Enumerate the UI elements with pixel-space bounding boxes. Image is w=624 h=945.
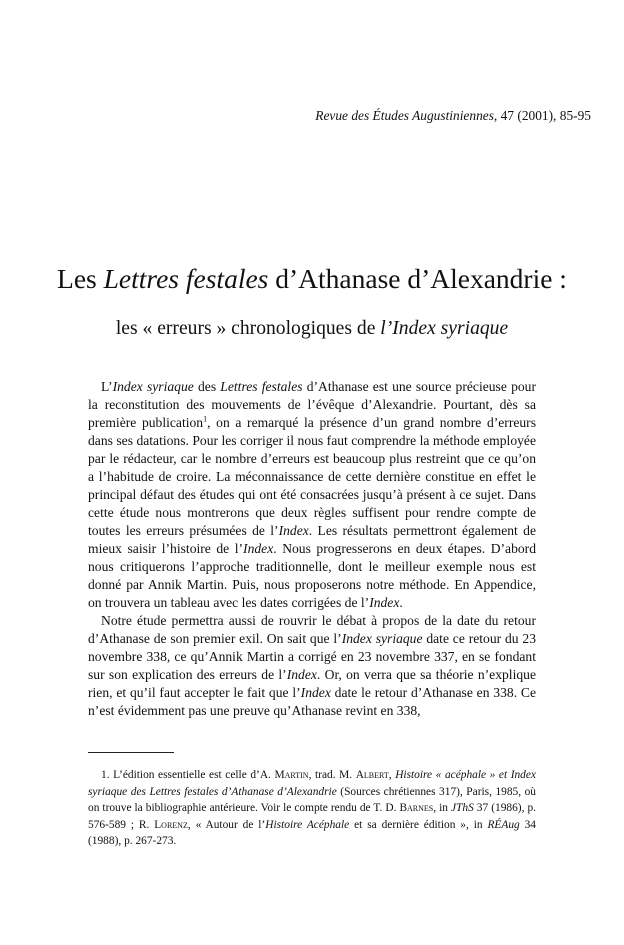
- body-text: [88, 378, 536, 720]
- text-italic: Index: [278, 523, 309, 538]
- text-italic: Index: [369, 595, 400, 610]
- text-run: L’: [101, 379, 113, 394]
- text-run: , trad. M.: [308, 769, 356, 781]
- article-subtitle: [0, 318, 624, 340]
- text-run: 34 (1988), p. 267-273.: [88, 818, 536, 847]
- text-italic: RÉAug: [487, 818, 520, 831]
- text-run: ,: [388, 769, 396, 781]
- text-run: . Nous progresserons en deux étapes. D’abord nous critiquerons l’approche traditionnelle, dont le meilleur exemple nous est donné par Annik Martin. Puis, nous proposerons notre méthode. En Appendice, on trouvera un tableau avec les dates corrigées de l’: [88, 541, 536, 610]
- text-run: Notre étude permettra aussi de rouvrir le débat à propos de la date du retour d’Athanase de son premier exil. On sait que l’: [88, 613, 536, 646]
- title-part: Les: [57, 263, 104, 294]
- text-run: des: [193, 379, 221, 394]
- text-run: , « Autour de l’: [187, 818, 266, 831]
- text-run: .: [399, 595, 403, 610]
- author-name: Albert: [355, 769, 389, 781]
- text-run: , on a remarqué la présence d’un grand nombre d’erreurs dans ses datations. Pour les corriger il nous faut comprendre la méthode employée par le rédacteur, car le nombre d’erreurs est beaucoup plus restreint que ce qu’on a l’habitude de croire. La méconnaissance de cette dernière constitue en effet le principal défaut des études qui ont été consacrées jusqu’à présent à ce sujet. Dans cette étude nous montrerons que deux règles suffisent pour rendre compte de toutes les erreurs présumées de l’: [88, 415, 537, 538]
- running-head: [315, 108, 591, 124]
- journal-name: Revue des Études Augustiniennes: [315, 108, 494, 123]
- text-run: 1. L’édition essentielle est celle d’A.: [101, 769, 275, 781]
- text-italic: Index: [300, 685, 331, 700]
- journal-citation: , 47 (2001), 85-95: [493, 108, 591, 123]
- footnote-ref[interactable]: 1: [203, 414, 208, 424]
- text-run: 37 (1986), p. 576-589 ; R.: [88, 802, 536, 831]
- text-italic: JThS: [451, 802, 474, 814]
- footnote-divider: [88, 752, 174, 753]
- text-run: , in: [433, 802, 451, 814]
- text-run: date le retour d’Athanase en 338. Ce n’est évidemment pas une preuve qu’Athanase revint en 338,: [88, 685, 536, 718]
- text-italic: Histoire « acéphale » et Index syriaque des Lettres festales d’Athanase d’Alexandrie: [88, 769, 536, 798]
- title-italic: Lettres festales: [103, 263, 269, 294]
- text-run: (Sources chrétiennes 317), Paris, 1985, où on trouve la bibliographie antérieure. Voir le compte rendu de T. D.: [88, 785, 536, 814]
- title-part: d’Athanase d’Alexandrie :: [268, 263, 567, 294]
- text-italic: Index syriaque: [112, 379, 194, 394]
- text-italic: Index: [286, 667, 317, 682]
- footnote-1: [88, 767, 536, 850]
- subtitle-italic: l’Index syriaque: [380, 318, 509, 339]
- article-title: [0, 263, 624, 295]
- text-italic: Histoire Acéphale: [265, 818, 350, 831]
- author-name: Barnes: [399, 802, 434, 814]
- text-run: d’Athanase est une source précieuse pour la reconstitution des mouvements de l’évêque d’Alexandrie. Pourtant, dès sa première publication: [88, 379, 536, 430]
- text-italic: Lettres festales: [220, 379, 303, 394]
- paragraph-1: [88, 378, 536, 612]
- subtitle-part: les « erreurs » chronologiques de: [115, 318, 381, 339]
- author-name: Martin: [274, 769, 309, 781]
- text-run: . Or, on verra que sa théorie n’explique rien, et qu’il faut accepter le fait que l’: [88, 667, 536, 700]
- text-run: et sa dernière édition », in: [349, 818, 488, 831]
- paragraph-2: [88, 612, 536, 720]
- text-italic: Index: [243, 541, 274, 556]
- text-run: date ce retour du 23 novembre 338, ce qu’Annik Martin a corrigé en 23 novembre 337, en se fondant sur son explication des erreurs de l’: [88, 631, 536, 682]
- author-name: Lorenz: [154, 818, 188, 831]
- text-run: . Les résultats permettront également de mieux saisir l’histoire de l’: [88, 523, 536, 556]
- text-italic: Index syriaque: [341, 631, 423, 646]
